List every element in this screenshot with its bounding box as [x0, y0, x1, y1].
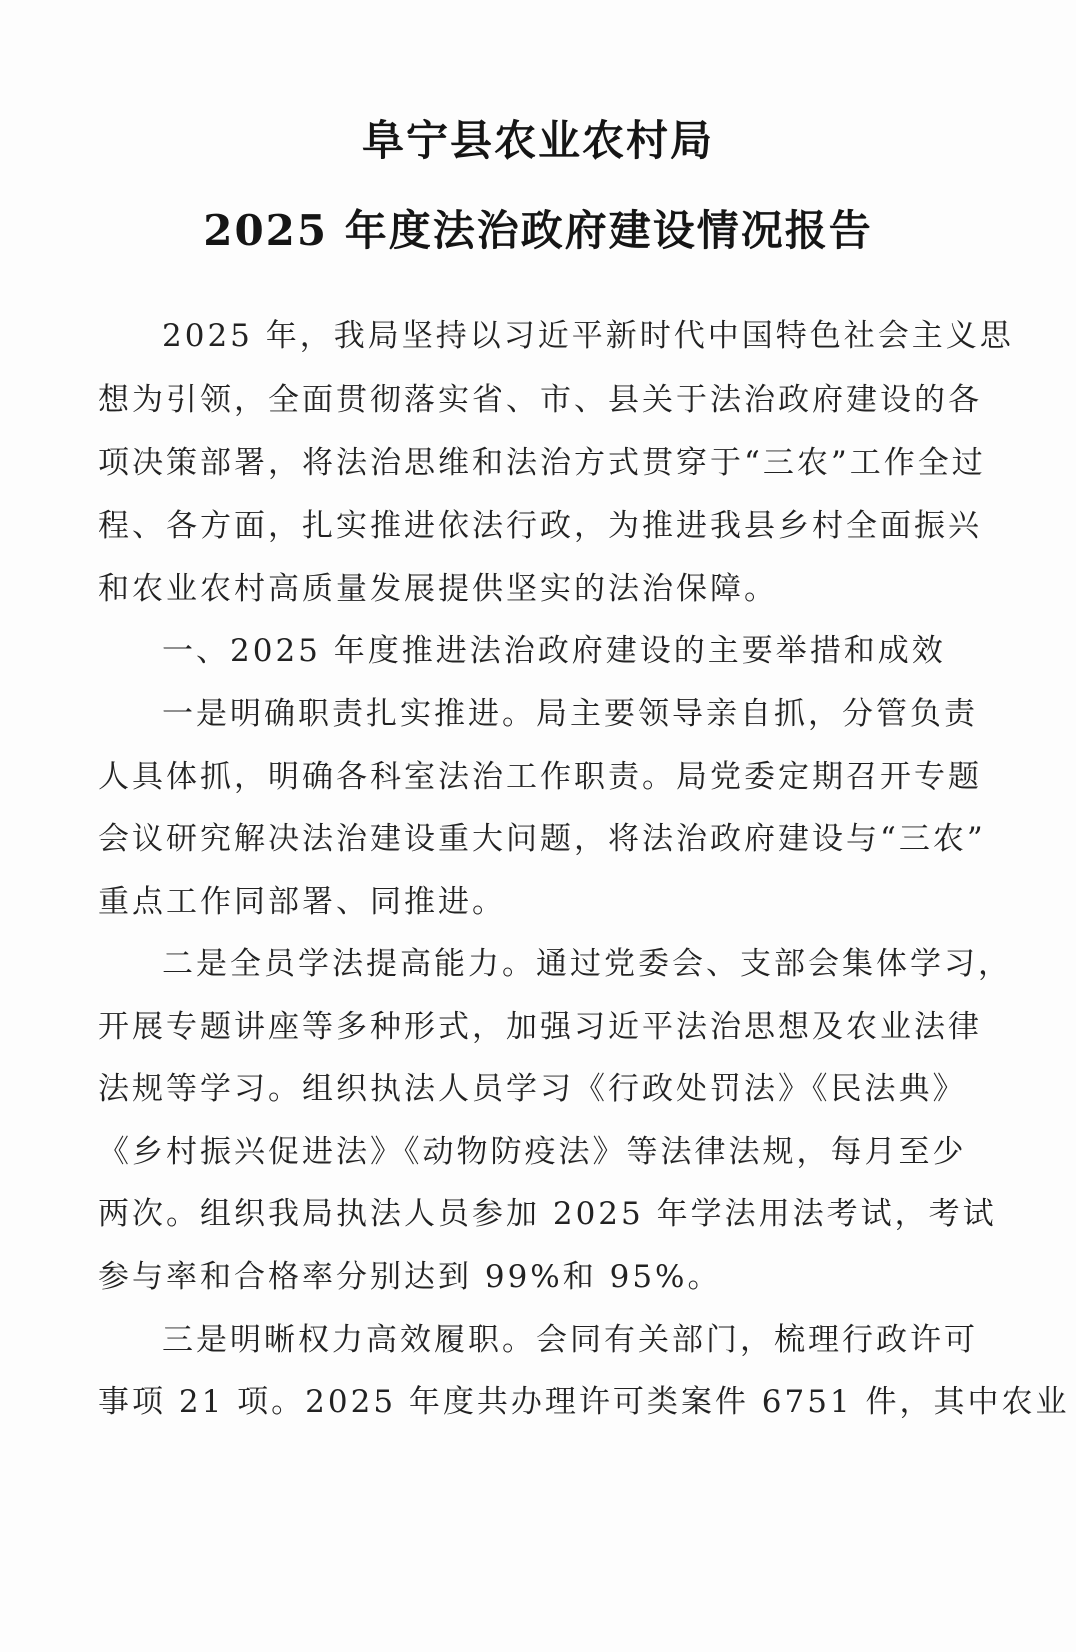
body-line: 两次。组织我局执法人员参加 2025 年学法用法考试，考试	[98, 1196, 997, 1232]
body-line: 事项 21 项。2025 年度共办理许可类案件 6751 件，其中农业	[98, 1384, 1070, 1420]
document-title-line-2: 2025 年度法治政府建设情况报告	[203, 206, 873, 255]
body-line: 会议研究解决法治建设重大问题，将法治政府建设与“三农”	[98, 821, 986, 857]
body-line: 一是明确职责扎实推进。局主要领导亲自抓，分管负责	[162, 696, 978, 732]
body-line: 参与率和合格率分别达到 99%和 95%。	[98, 1259, 722, 1295]
body-line: 开展专题讲座等多种形式，加强习近平法治思想及农业法律	[98, 1009, 982, 1045]
body-line: 法规等学习。组织执法人员学习《行政处罚法》《民法典》	[98, 1071, 967, 1107]
body-line: 2025 年，我局坚持以习近平新时代中国特色社会主义思	[162, 318, 1014, 354]
body-line: 程、各方面，扎实推进依法行政，为推进我县乡村全面振兴	[98, 508, 982, 544]
body-line: 二是全员学法提高能力。通过党委会、支部会集体学习，	[162, 946, 1012, 982]
body-line: 和农业农村高质量发展提供坚实的法治保障。	[98, 571, 778, 607]
body-line: 项决策部署，将法治思维和法治方式贯穿于“三农”工作全过	[98, 445, 986, 481]
body-line: 人具体抓，明确各科室法治工作职责。局党委定期召开专题	[98, 759, 982, 795]
document-title-line-1: 阜宁县农业农村局	[361, 116, 714, 165]
body-line: 《乡村振兴促进法》《动物防疫法》等法律法规，每月至少	[98, 1134, 967, 1170]
section-heading: 一、2025 年度推进法治政府建设的主要举措和成效	[162, 633, 946, 669]
body-line: 想为引领，全面贯彻落实省、市、县关于法治政府建设的各	[98, 382, 982, 418]
body-line: 三是明晰权力高效履职。会同有关部门，梳理行政许可	[162, 1322, 978, 1358]
body-line: 重点工作同部署、同推进。	[98, 884, 506, 920]
